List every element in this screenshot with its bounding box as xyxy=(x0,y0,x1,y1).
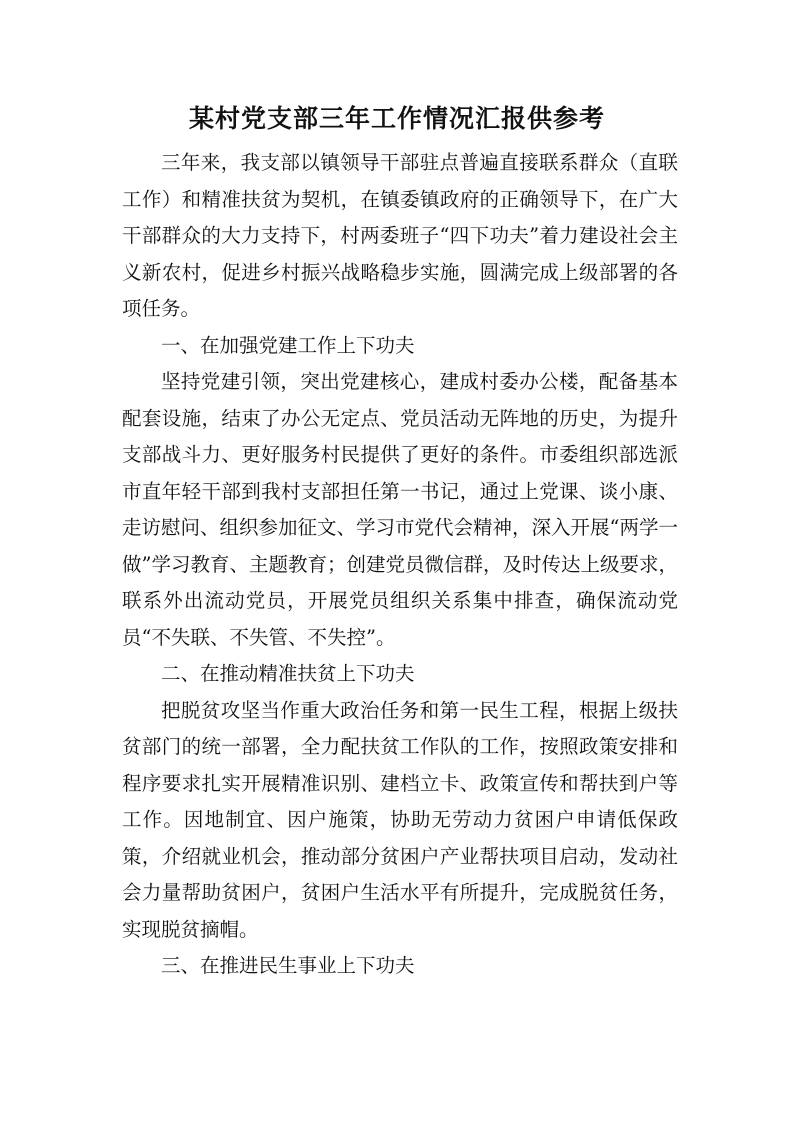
section-2-heading: 二、在推动精准扶贫上下功夫 xyxy=(161,662,415,685)
section-2-paragraph: 把脱贫攻坚当作重大政治任务和第一民生工程，根据上级扶贫部门的统一部署，全力配扶贫工作队的工作，按照政策安排和程序要求扎实开展精准识别、建档立卡、政策宣传和帮扶到户等工作。因地制宜、因户施策，协助无劳动力贫困户申请低保政策，介绍就业机会，推动部分贫困户产业帮扶项目启动，发动社会力量帮助贫困户，贫困户生活水平有所提升，完成脱贫任务，实现脱贫摘帽。 xyxy=(122,698,678,941)
section-1-paragraph: 坚持党建引领，突出党建核心，建成村委办公楼，配备基本配套设施，结束了办公无定点、党员活动无阵地的历史，为提升支部战斗力、更好服务村民提供了更好的条件。市委组织部选派市直年轻干部到我村支部担任第一书记，通过上党课、谈小康、走访慰问、组织参加征文、学习市党代会精神，深入开展“两学一做”学习教育、主题教育；创建党员微信群，及时传达上级要求，联系外出流动党员，开展党员组织关系集中排查，确保流动党员“不失联、不失管、不失控”。 xyxy=(122,370,678,649)
intro-paragraph: 三年来，我支部以镇领导干部驻点普遍直接联系群众（直联工作）和精准扶贫为契机，在镇委镇政府的正确领导下，在广大干部群众的大力支持下，村两委班子“四下功夫”着力建设社会主义新农村，促进乡村振兴战略稳步实施，圆满完成上级部署的各项任务。 xyxy=(122,151,678,320)
document-title: 某村党支部三年工作情况汇报供参考 xyxy=(188,104,605,133)
document-body xyxy=(122,145,678,985)
section-1-heading: 一、在加强党建工作上下功夫 xyxy=(161,333,415,357)
section-3-heading: 三、在推进民生事业上下功夫 xyxy=(161,954,415,977)
